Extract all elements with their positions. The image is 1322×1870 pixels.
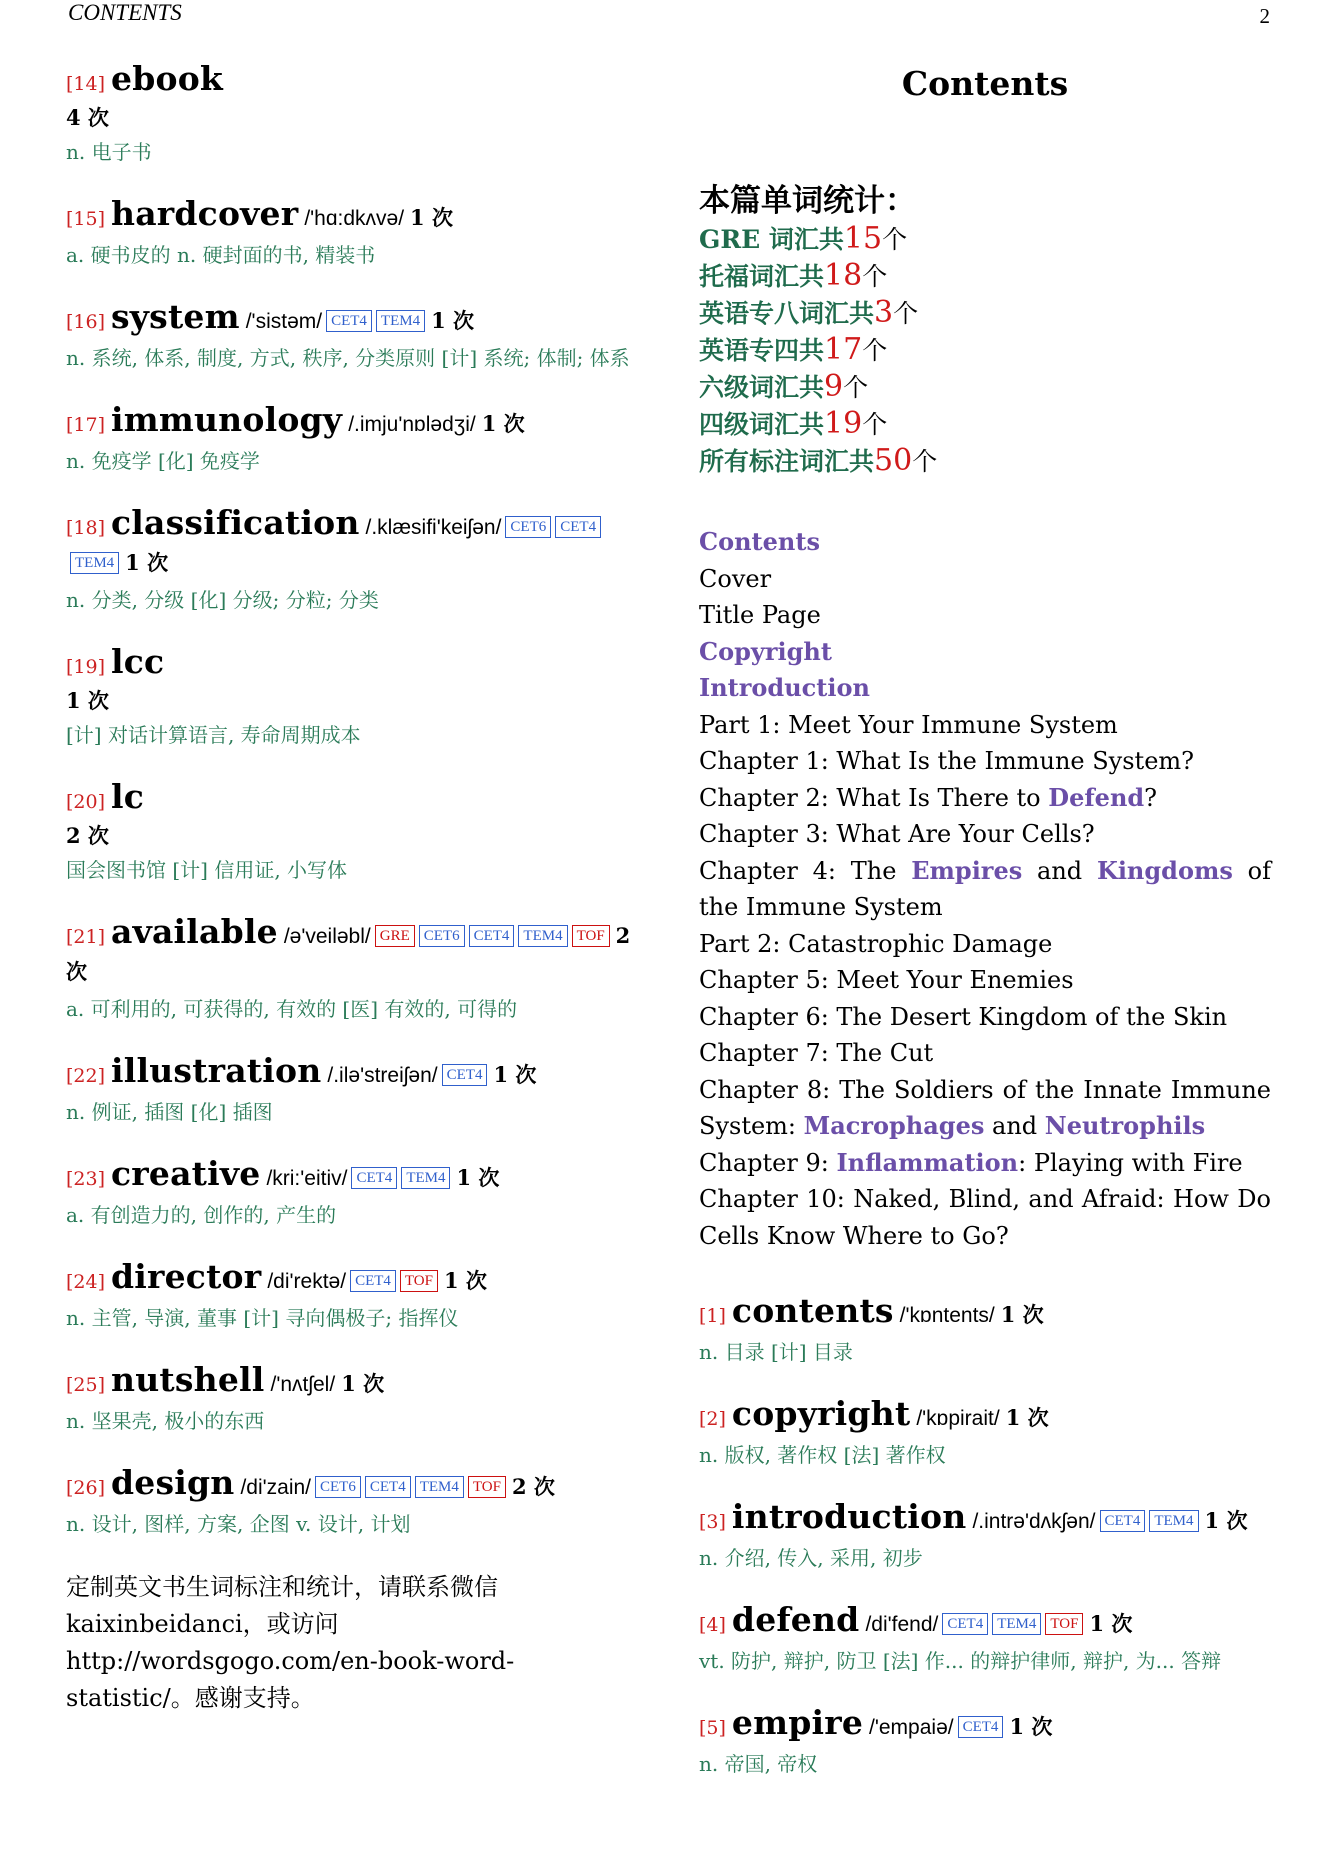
entry-index: [3]	[699, 1511, 726, 1533]
entry-count: 1 次	[493, 1062, 537, 1087]
toc-item	[699, 670, 1271, 707]
entry-word: illustration	[111, 1051, 322, 1090]
toc-link[interactable]: Introduction	[699, 673, 870, 702]
entry-index: [20]	[66, 791, 106, 813]
toc-link[interactable]: Inflammation	[836, 1147, 1019, 1177]
entry-definition: 国会图书馆 [计] 信用证, 小写体	[66, 858, 348, 882]
exam-tag: CET4	[351, 1167, 397, 1189]
entry-headline	[66, 1463, 640, 1506]
entry-word: creative	[111, 1154, 261, 1193]
toc-item	[699, 597, 1271, 634]
running-header: CONTENTS	[68, 0, 182, 25]
entry-headline	[699, 1703, 1271, 1746]
entry-definition: a. 可利用的, 可获得的, 有效的 [医] 有效的, 可得的	[66, 997, 518, 1021]
entry-count: 1 次	[431, 308, 475, 333]
toc-text: Chapter 2: What Is There to	[699, 783, 1049, 812]
entry-headline	[66, 912, 640, 991]
entry-count: 1 次	[443, 1268, 487, 1293]
exam-tag: CET4	[326, 310, 372, 332]
exam-tag: CET6	[315, 1476, 361, 1498]
toc-text: and	[984, 1112, 1045, 1140]
exam-tag: TEM4	[376, 310, 425, 332]
entry-count: 2 次	[511, 1474, 555, 1499]
entry-word: classification	[111, 503, 360, 542]
page-number: 2	[1259, 4, 1270, 28]
entry-word: lc	[111, 777, 145, 816]
toc-item	[699, 634, 1271, 671]
word-entry	[699, 1291, 1271, 1370]
entry-headline	[66, 1154, 640, 1197]
entry-count: 1 次	[456, 1165, 500, 1190]
entry-word: introduction	[731, 1497, 967, 1536]
statistic-row	[699, 332, 1271, 369]
statistic-row	[699, 443, 1271, 480]
word-entry	[66, 297, 640, 376]
toc-text: Part 2: Catastrophic Damage	[699, 929, 1053, 958]
word-entry	[66, 1257, 640, 1336]
statistic-unit: 个	[893, 299, 919, 328]
entry-count: 1 次	[410, 205, 453, 230]
statistic-value: 9	[824, 369, 844, 404]
exam-tag: CET4	[1100, 1510, 1146, 1532]
toc-text: Chapter 1: What Is the Immune System?	[699, 747, 1195, 775]
entry-headline	[66, 59, 640, 102]
statistic-unit: 个	[843, 373, 869, 402]
entry-word: system	[111, 297, 240, 336]
word-entry	[66, 777, 640, 888]
entry-index: [16]	[66, 311, 106, 333]
entry-index: [26]	[66, 1477, 106, 1499]
exam-tag: TEM4	[70, 552, 119, 574]
entry-index: [17]	[66, 414, 106, 436]
entry-count: 1 次	[341, 1371, 385, 1396]
exam-tag: TOF	[400, 1270, 438, 1292]
entry-phonetic: /.klæsifi'keiʃən/	[365, 516, 502, 539]
toc-text: Part 1: Meet Your Immune System	[699, 710, 1118, 739]
entry-word: design	[111, 1463, 235, 1502]
entry-headline	[66, 194, 640, 237]
toc-link[interactable]: Macrophages	[803, 1111, 985, 1140]
word-entry	[66, 1154, 640, 1233]
statistic-unit: 个	[862, 336, 888, 365]
statistic-value: 15	[843, 221, 883, 256]
word-entry	[66, 194, 640, 273]
toc-item	[699, 1145, 1271, 1182]
exam-tag: TOF	[468, 1476, 506, 1498]
entry-phonetic: /'nʌtʃel/	[270, 1373, 336, 1396]
entry-word: lcc	[111, 642, 165, 681]
toc-text: ?	[1144, 783, 1158, 812]
entry-word: ebook	[111, 59, 223, 98]
toc-item	[699, 1035, 1271, 1072]
entry-phonetic: /'hɑ:dkʌvə/	[304, 207, 405, 230]
entry-index: [25]	[66, 1374, 106, 1396]
toc-item	[699, 743, 1271, 780]
entry-word: defend	[731, 1600, 860, 1639]
statistic-value: 50	[874, 443, 913, 478]
toc-link[interactable]: Copyright	[699, 636, 832, 666]
entry-index: [24]	[66, 1271, 106, 1293]
toc-text: and	[1022, 856, 1097, 885]
statistic-value: 19	[824, 406, 863, 441]
toc-text: of the Immune System	[699, 856, 1271, 921]
entry-word: copyright	[731, 1394, 911, 1433]
entry-index: [5]	[699, 1717, 726, 1739]
entry-count: 2 次	[66, 823, 109, 848]
exam-tag: TOF	[572, 925, 610, 947]
entry-count: 1 次	[1005, 1405, 1049, 1430]
entry-phonetic: /di'rektə/	[267, 1270, 347, 1293]
toc-text: Title Page	[699, 601, 821, 629]
statistic-label: 托福词汇共	[699, 262, 825, 291]
entry-phonetic: /'kɒpirait/	[916, 1407, 1000, 1430]
entry-definition: a. 硬书皮的 n. 硬封面的书, 精装书	[66, 243, 376, 267]
entry-phonetic: /.ilə'streiʃən/	[327, 1064, 438, 1087]
exam-tag: TEM4	[992, 1613, 1041, 1635]
entry-headline	[699, 1497, 1271, 1540]
word-entry	[66, 503, 640, 618]
exam-tag: CET6	[419, 925, 465, 947]
entry-definition: vt. 防护, 辩护, 防卫 [法] 作... 的辩护律师, 辩护, 为... 答辩	[699, 1649, 1222, 1673]
entry-index: [15]	[66, 208, 106, 230]
exam-tag: TEM4	[415, 1476, 464, 1498]
word-entry	[699, 1703, 1271, 1782]
entry-definition: n. 帝国, 帝权	[699, 1752, 818, 1776]
entry-definition: n. 坚果壳, 极小的东西	[66, 1409, 265, 1433]
entry-index: [21]	[66, 926, 106, 948]
word-entry	[699, 1497, 1271, 1576]
statistic-row	[699, 295, 1271, 332]
entry-word: director	[111, 1257, 262, 1296]
entry-definition: n. 版权, 著作权 [法] 著作权	[699, 1443, 946, 1467]
entry-definition: n. 例证, 插图 [化] 插图	[66, 1100, 273, 1124]
entry-definition: a. 有创造力的, 创作的, 产生的	[66, 1203, 337, 1227]
right-word-list	[699, 1291, 1271, 1782]
left-column	[66, 59, 640, 1717]
toc-text: : Playing with Fire	[1018, 1148, 1243, 1177]
toc-item	[699, 816, 1271, 853]
contact-note: 定制英文书生词标注和统计，请联系微信 kaixinbeidanci，或访问 http://wordsgogo.com/en-book-word-statistic/。感谢支持。	[66, 1573, 515, 1712]
right-column	[699, 62, 1271, 1809]
exam-tag: TEM4	[401, 1167, 450, 1189]
contents-title: Contents	[901, 64, 1069, 103]
statistic-label: 英语专四共	[699, 336, 825, 365]
entry-index: [23]	[66, 1168, 106, 1190]
entry-word: nutshell	[111, 1360, 265, 1399]
entry-count: 1 次	[1000, 1302, 1044, 1327]
exam-tag: CET4	[555, 516, 601, 538]
toc-text: Chapter 3: What Are Your Cells?	[699, 820, 1095, 848]
exam-tag: CET4	[942, 1613, 988, 1635]
statistics-list	[699, 221, 1271, 480]
entry-count: 1 次	[1204, 1508, 1248, 1533]
entry-headline	[699, 1600, 1271, 1643]
toc-text: Chapter 4: The	[699, 856, 912, 885]
toc-link[interactable]: Kingdoms	[1096, 855, 1233, 885]
entry-count: 1 次	[125, 550, 169, 575]
exam-tag: TEM4	[518, 925, 567, 947]
entry-count: 2 次	[66, 923, 631, 984]
word-entry	[699, 1394, 1271, 1473]
entry-phonetic: /'kɒntents/	[899, 1304, 995, 1327]
toc-link[interactable]: Empires	[911, 855, 1023, 885]
statistic-unit: 个	[862, 262, 888, 291]
statistic-label: GRE 词汇共	[699, 225, 844, 254]
toc-text: Chapter 10: Naked, Blind, and Afraid: How Do Cells Know Where to Go?	[699, 1185, 1271, 1250]
statistic-row	[699, 406, 1271, 443]
entry-word: hardcover	[111, 194, 299, 233]
exam-tag: GRE	[375, 925, 415, 947]
word-entry	[66, 1463, 640, 1542]
statistic-row	[699, 369, 1271, 406]
toc-link[interactable]: Defend	[1048, 782, 1145, 812]
toc-item	[699, 926, 1271, 963]
statistic-value: 3	[874, 295, 894, 330]
toc-item	[699, 1181, 1271, 1254]
word-entry	[66, 642, 640, 753]
entry-definition: n. 系统, 体系, 制度, 方式, 秩序, 分类原则 [计] 系统; 体制; 体系	[66, 346, 630, 370]
entry-count: 4 次	[66, 105, 109, 130]
toc-item	[699, 524, 1271, 561]
entry-definition: n. 免疫学 [化] 免疫学	[66, 449, 260, 473]
entry-index: [4]	[699, 1614, 726, 1636]
entry-count: 1 次	[1089, 1611, 1133, 1636]
toc-text: Cover	[699, 564, 772, 593]
entry-count: 1 次	[1009, 1714, 1053, 1739]
word-entry	[66, 1051, 640, 1130]
exam-tag: CET4	[442, 1064, 488, 1086]
left-word-list	[66, 59, 640, 1542]
entry-word: empire	[731, 1703, 864, 1742]
statistic-label: 四级词汇共	[699, 410, 825, 439]
statistics-title: 本篇单词统计：	[699, 183, 916, 219]
entry-index: [22]	[66, 1065, 106, 1087]
exam-tag: CET4	[469, 925, 515, 947]
toc-text: Chapter 8: The Soldiers of the Innate Immune System:	[699, 1075, 1271, 1140]
statistic-label: 英语专八词汇共	[699, 299, 875, 328]
word-entry	[66, 912, 640, 1027]
toc-text: Chapter 6: The Desert Kingdom of the Skin	[699, 1002, 1228, 1031]
toc-item	[699, 707, 1271, 744]
toc-link[interactable]: Neutrophils	[1044, 1111, 1206, 1140]
entry-headline	[66, 1051, 640, 1094]
exam-tag: CET4	[350, 1270, 396, 1292]
entry-phonetic: /'sistəm/	[245, 310, 323, 333]
toc-link[interactable]: Contents	[699, 527, 820, 556]
entry-word: immunology	[111, 400, 343, 439]
entry-phonetic: /.intrə'dʌkʃən/	[972, 1510, 1096, 1533]
entry-headline	[66, 642, 640, 685]
toc-text: Chapter 5: Meet Your Enemies	[699, 966, 1074, 994]
table-of-contents	[699, 524, 1271, 1254]
entry-headline	[699, 1291, 1271, 1334]
statistic-unit: 个	[912, 447, 938, 476]
entry-definition: [计] 对话计算语言, 寿命周期成本	[66, 723, 361, 747]
entry-definition: n. 分类, 分级 [化] 分级; 分粒; 分类	[66, 588, 379, 612]
toc-text: Chapter 7: The Cut	[699, 1039, 934, 1067]
toc-text: Chapter 9:	[699, 1148, 837, 1177]
statistic-unit: 个	[882, 225, 908, 254]
entry-word: available	[111, 912, 278, 951]
entry-headline	[66, 1360, 640, 1403]
exam-tag: TEM4	[1149, 1510, 1198, 1532]
entry-headline	[66, 1257, 640, 1300]
statistic-row	[699, 258, 1271, 295]
statistic-row	[699, 221, 1271, 258]
statistic-value: 17	[824, 332, 863, 367]
entry-index: [14]	[66, 73, 106, 95]
toc-item	[699, 1072, 1271, 1145]
entry-definition: n. 介绍, 传入, 采用, 初步	[699, 1546, 923, 1570]
word-entry	[66, 59, 640, 170]
entry-index: [1]	[699, 1305, 726, 1327]
statistic-value: 18	[824, 258, 863, 293]
entry-word: contents	[731, 1291, 894, 1330]
toc-item	[699, 853, 1271, 926]
entry-definition: n. 电子书	[66, 140, 152, 164]
entry-headline	[66, 400, 640, 443]
word-entry	[699, 1600, 1271, 1679]
toc-item	[699, 999, 1271, 1036]
entry-count: 1 次	[481, 411, 525, 436]
exam-tag: TOF	[1045, 1613, 1083, 1635]
entry-phonetic: /ə'veiləbl/	[283, 925, 371, 948]
entry-headline	[699, 1394, 1271, 1437]
entry-phonetic: /di'zain/	[240, 1476, 312, 1499]
word-entry	[66, 1360, 640, 1439]
entry-headline	[66, 777, 640, 820]
entry-definition: n. 主管, 导演, 董事 [计] 寻向偶极子; 指挥仪	[66, 1306, 459, 1330]
entry-phonetic: /kri:'eitiv/	[266, 1167, 348, 1190]
statistic-label: 所有标注词汇共	[699, 447, 875, 476]
word-statistics	[699, 181, 1271, 480]
entry-headline	[66, 503, 640, 582]
exam-tag: CET4	[958, 1716, 1004, 1738]
word-entry	[66, 400, 640, 479]
entry-definition: n. 目录 [计] 目录	[699, 1340, 853, 1364]
entry-index: [2]	[699, 1408, 726, 1430]
exam-tag: CET4	[365, 1476, 411, 1498]
entry-phonetic: /di'fend/	[865, 1613, 939, 1636]
entry-definition: n. 设计, 图样, 方案, 企图 v. 设计, 计划	[66, 1512, 411, 1536]
statistic-label: 六级词汇共	[699, 373, 825, 402]
entry-index: [18]	[66, 517, 106, 539]
entry-phonetic: /.imju'nɒlədʒi/	[348, 413, 476, 436]
statistic-unit: 个	[862, 410, 888, 439]
exam-tag: CET6	[505, 516, 551, 538]
entry-count: 1 次	[66, 688, 109, 713]
toc-item	[699, 962, 1271, 999]
entry-headline	[66, 297, 640, 340]
toc-item	[699, 780, 1271, 817]
toc-item	[699, 561, 1271, 598]
entry-index: [19]	[66, 656, 106, 678]
entry-phonetic: /'empaiə/	[869, 1716, 954, 1739]
